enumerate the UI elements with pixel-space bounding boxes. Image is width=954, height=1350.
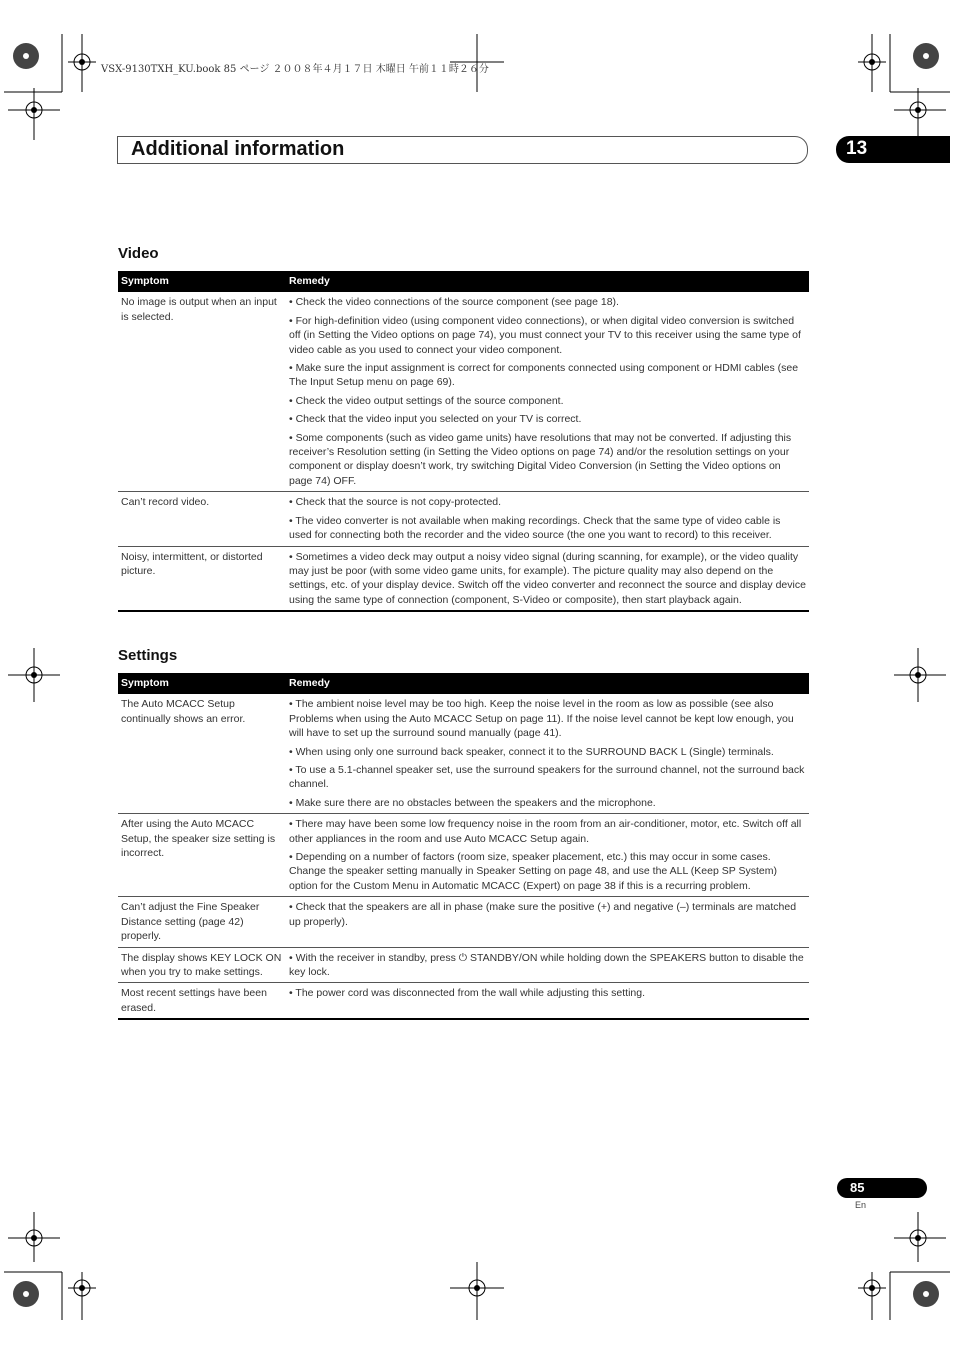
table-row [118,983,809,1019]
symptom-header: Symptom [118,673,286,694]
remedy-item: • For high-definition video (using component video connections), or when digital video conversion is switched off (in Setting the Video options on page 74), you must connect your TV to this receiver using the same type of video cable as you used to connect your video component. [289,314,801,356]
table-header-row [118,271,809,292]
table-row [118,947,809,983]
remedy-item: • The power cord was disconnected from the wall while adjusting this setting. [289,987,645,1000]
settings-table-body [118,694,809,1019]
symptom-cell: Can’t adjust the Fine Speaker Distance setting (page 42) properly. [118,897,286,947]
remedy-item: • To use a 5.1-channel speaker set, use the surround speakers for the surround channel, not the surround back channel. [289,764,805,791]
symptom-cell: Most recent settings have been erased. [118,983,286,1019]
remedy-item: • Make sure the input assignment is correct for components connected using component or HDMI cables (see The Input Setup menu on page 69). [289,362,799,389]
symptom-cell: After using the Auto MCACC Setup, the speaker size setting is incorrect. [118,814,286,897]
remedy-cell [286,947,809,983]
remedy-item: • Check the video output settings of the source component. [289,394,564,407]
symptom-cell: The display shows KEY LOCK ON when you try to make settings. [118,947,286,983]
page-title: Additional information [131,138,345,160]
table-row [118,292,809,491]
remedy-item: • Sometimes a video deck may output a noisy video signal (during scanning, for example), or the video quality may just be poor (with some video game units, for example). The picture quality may also depend on the settings, etc. of your display device. Switch off the video converter and reconnect the source and display device using the same type of connection (component, S-Video or composite), then start playback again. [289,550,806,606]
video-table-body [118,292,809,611]
settings-table [118,673,809,1020]
page-number: 85 [850,1180,865,1195]
symptom-cell: The Auto MCACC Setup continually shows an error. [121,698,246,725]
symptom-cell: Can’t record video. [118,492,286,546]
video-table [118,271,809,612]
remedy-item: • Check that the source is not copy-protected. [289,496,502,509]
remedy-item: • Check that the video input you selected on your TV is correct. [289,413,582,426]
remedy-cell [286,546,809,611]
symptom-cell: Noisy, intermittent, or distorted picture. [118,546,286,611]
remedy-cell [286,897,809,947]
remedy-item: • With the receiver in standby, press ⏻ STANDBY/ON while holding down the SPEAKERS button to disable the key lock. [289,951,804,978]
remedy-item: • Depending on a number of factors (room size, speaker placement, etc.) this may occur in some cases. Change the speaker setting manually in Speaker Setting on page 48, and use the ALL (Keep SP System) option for the Custom Menu in Automatic MCACC (Expert) on page 38 if this is a recurring problem. [289,851,777,892]
remedy-header: Remedy [286,673,809,694]
video-section-title: Video [118,245,159,262]
remedy-header: Remedy [286,271,809,292]
remedy-item: • The video converter is not available when making recordings. Check that the same type of video cable is used for connecting both the recorder and the video source (the one you want to record) to this receiver. [289,514,781,542]
symptom-cell: No image is output when an input is selected. [121,296,277,323]
remedy-item: • Some components (such as video game units) have resolutions that may not be converted. If adjusting this receiver’s Resolution setting (in Setting the Video options on page 74) and/or the resolution settings on your component or display doesn’t work, try switching Digital Video Conversion (in Setting the Video options on page 74) OFF. [289,431,792,487]
remedy-item: • Check that the speakers are all in phase (make sure the positive (+) and negative (–) terminals are matched up properly). [289,901,797,928]
remedy-item: • There may have been some low frequency noise in the room from an air-conditioner, motor, etc. Switch off all other appliances in the room and use Auto MCACC Setup again. [289,818,802,845]
remedy-item: • When using only one surround back speaker, connect it to the SURROUND BACK L (Single) terminals. [289,745,774,758]
symptom-header: Symptom [118,271,286,292]
remedy-cell [286,492,809,546]
table-row [118,492,809,546]
table-row [118,814,809,897]
table-header-row [118,673,809,694]
remedy-cell [286,814,809,897]
table-row [118,546,809,611]
remedy-cell [286,292,809,491]
remedy-cell [286,694,809,813]
settings-section-title: Settings [118,647,178,664]
remedy-item: • The ambient noise level may be too high. Keep the noise level in the room as low as possible (see also Problems when using the Auto MCACC Setup on page 11). If the noise level cannot be kept low enough, you will have to set up the surround sound manually (page 41). [289,698,794,740]
remedy-cell [286,983,809,1019]
language-code: En [855,1200,867,1210]
table-row [118,897,809,947]
table-row [118,694,809,813]
print-info-line: VSX-9130TXH_KU.book 85 ページ ２００８年４月１７日 木曜日 午前１１時２６分 [101,64,489,75]
remedy-item: • Make sure there are no obstacles between the speakers and the microphone. [289,796,656,809]
chapter-number: 13 [846,138,868,159]
remedy-item: • Check the video connections of the source component (see page 18). [289,296,619,309]
